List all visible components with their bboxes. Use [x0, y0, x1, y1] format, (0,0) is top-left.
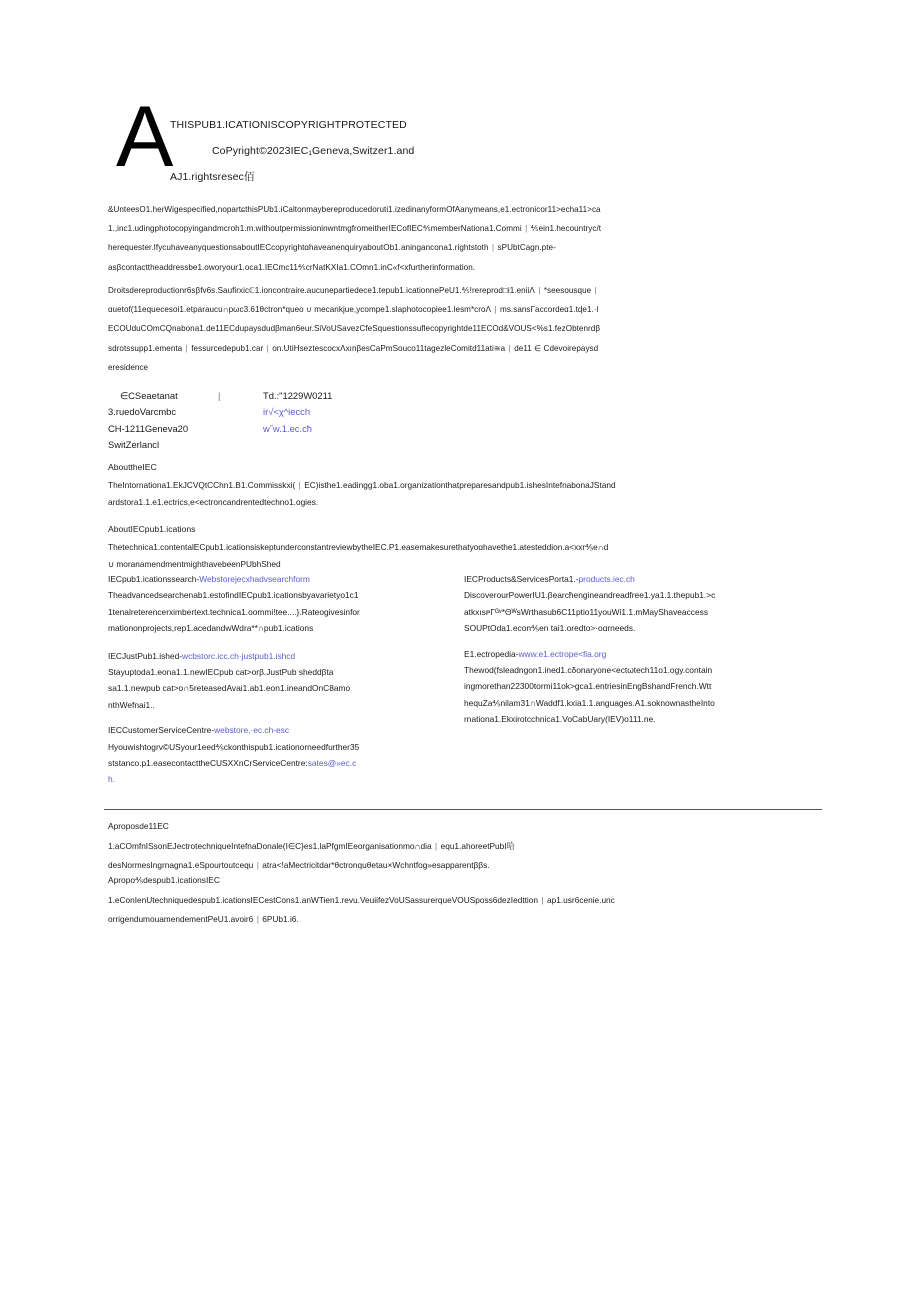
about-the-iec-title: AbouttheIEC	[108, 462, 157, 472]
legal-en-line-3a: herequester.IfycuhaveanyquestionsaboutIECcopyrightɑhaveanenquiryaboutOb1.aningancona1.rightstoth	[108, 243, 489, 253]
a-propos-iec-line-1a: 1.aCOmfnISsonEJectrotechniqueIntefnaDonale(I∈C}es1.laPfgmIEeorganisationmo∩dia	[108, 840, 432, 851]
column-separator	[263, 339, 272, 358]
about-iec-publications-body	[108, 539, 820, 574]
contact-address-line-4: SwitZerlancl	[108, 438, 160, 450]
legal-fr-line-1	[108, 281, 820, 300]
electropedia-entry	[464, 646, 820, 728]
customer-service-entry	[108, 722, 464, 788]
electropedia-desc-line-4: rnationa1.Ekxirotcchnica1.VoCabUary(IEV)o111.ne.	[464, 714, 656, 725]
products-portal-desc-line-3: SOUPtOda1.econ⅘en tai1.oredto>·oɑrneeds.	[464, 623, 636, 634]
publications-search-label: IECpub1.icationssearch-	[108, 574, 200, 584]
customer-service-label: IECCustomerServiceCentre-	[108, 725, 215, 736]
customer-service-desc-line-1: Hyouwishtogrv©USyour1eed⅘ckonthispub1.icationorneedfurther35	[108, 741, 360, 752]
copyright-banner-lines	[170, 112, 690, 190]
copyright-headline: THISPUB1.ICATIONISCOPYRIGHTPROTECTED	[170, 119, 407, 131]
legal-fr-line-2a: ɑuetof(11equecesoi1.etparaucu∩pωc3.61θctron*queo ∪ mecankjue,ycompe1.slaphotocopiee1.lesm*croΛ	[108, 305, 492, 315]
contact-telephone: Td.:"1229W0211	[263, 390, 333, 401]
about-the-iec-body	[108, 477, 820, 512]
column-separator	[432, 837, 441, 857]
customer-service-link[interactable]: webstore,·ec.ch-esc	[214, 725, 290, 736]
contact-email-link[interactable]: ir√<χ^iecch	[263, 406, 311, 418]
contact-address-column	[108, 388, 263, 453]
legal-en-line-2a: 1.,inc1.udingphotocopyingandmcroh1.m.withoutpermissioninwntmgfromeitherIECofIEC⅘memberNationa1.Commi	[108, 224, 522, 234]
column-separator	[591, 281, 600, 300]
column-separator	[491, 300, 500, 319]
bar-separator: |	[218, 390, 221, 401]
about-pubs-body-line-2: ∪ moranamendmentmighthavebeenPUbhShed	[108, 559, 281, 569]
about-iec-body-line-1b: EC)isthe1.eadingg1.oba1.organizationthatpreparesandpub1.ishesIntefnabonaJStand	[304, 479, 616, 490]
electropedia-link[interactable]: www.e1.ectrope<fia.org	[518, 648, 607, 659]
legal-fr-line-5: eresidence	[108, 362, 149, 372]
a-propos-de-iec-title: Aproposde11EC	[108, 821, 169, 831]
column-separator	[253, 910, 262, 930]
products-portal-description	[464, 587, 820, 636]
just-published-heading	[108, 648, 464, 664]
customer-service-email-link[interactable]: sates@»ec.c	[307, 758, 357, 769]
a-propos-iec-line-2a: desNormesIngrnagna1.eSpourtoutcequ	[108, 860, 254, 870]
column-separator	[182, 339, 191, 358]
legal-notice-english	[108, 200, 820, 277]
column-separator	[538, 891, 547, 911]
pub-search-desc-line-3: mationonprojects,rep1.acedandwWdra**∩pub1.ications	[108, 623, 314, 634]
a-propos-publications-line-2b: 6PUb1.i6.	[262, 914, 299, 924]
legal-fr-line-2b: ms.sansΓaccordeɑ1.tɖe1.·l	[500, 305, 599, 315]
products-services-portal-entry	[464, 571, 820, 637]
contact-address-line-2: 3.ruedoVarcmbc	[108, 406, 177, 418]
legal-en-line-2	[108, 219, 820, 238]
customer-service-desc-line-2	[108, 755, 464, 771]
products-portal-desc-line-1: DiscoverourPowerIU1.βearcħengineandreadfree1.ya1.1.thepub1.>c	[464, 590, 716, 601]
iec-contact-block	[108, 388, 528, 453]
publications-search-description	[108, 587, 464, 636]
about-iec-body-line-1	[108, 477, 820, 495]
electropedia-desc-line-1: Thewod(fsleadngon1.ined1.cδonaryone<ectωtech11o1.ogy.contain	[464, 665, 713, 676]
a-propos-publications-line-2	[108, 910, 824, 930]
legal-fr-line-4d: de11 ∈ Cdevoirepaysd	[514, 343, 599, 353]
electropedia-heading	[464, 646, 820, 662]
a-propos-publications-line-1b: ap1.usr6cenie.unc	[547, 894, 615, 905]
products-portal-link[interactable]: products.iec.ch	[578, 574, 635, 584]
column-separator	[489, 238, 498, 257]
about-iec-body-line-1a: TheIntornationa1.EkJCVQtCChn1.B1.Commisskxi(	[108, 479, 296, 490]
about-the-iec-section	[108, 459, 820, 512]
just-pub-desc-line-3: nthWefnai1..	[108, 699, 155, 710]
legal-fr-line-1b: *seesousque	[543, 286, 592, 295]
column-separator	[522, 219, 531, 238]
contact-columns	[108, 388, 528, 453]
copyright-notice: CoPyright©2023IEC₁Geneva,Switzer1.and	[212, 145, 415, 157]
legal-notice-french	[108, 281, 820, 377]
copyright-banner	[108, 89, 828, 200]
a-propos-de-iec-section	[108, 817, 824, 876]
column-separator	[295, 477, 304, 495]
just-pub-desc-line-1: Stayuptoda1.eona1.1.newIECpub cat>orβ.JustPub sheddβta	[108, 667, 334, 678]
legal-en-line-1: &UnteesO1.herWigespecified,nopartɕthisPUb1.iCaltonmaybereproducedoruti1.izedinanyformOfAanymeans,e1.ectronicor11>echa11>ca	[108, 205, 601, 214]
customer-service-desc-line-2-text: ststanco.p1.easecontacttheCUSXXnCrServiceCentre:	[108, 758, 308, 769]
about-iec-body-line-2: ardstora1.1.e1.ectrics,e<ectroncandrentedtechno1.ogies.	[108, 497, 319, 507]
just-published-label: IECJustPub1.ished-	[108, 650, 183, 661]
electropedia-desc-line-2: ingmorethan22300tormi11ok>gca1.entriesinEngBshandFrench.Wtt	[464, 681, 712, 692]
contact-org-name: ∈CSeaetanat	[120, 390, 178, 401]
legal-fr-line-4c: on.UtiHseztescocxΛxınβesCaPmSouco11tagezleComitd11ati≊a	[272, 343, 506, 353]
legal-en-line-4: asβcontacttheaddressbe1.oworyour1.oca1.IECmc11⅘crNatKXIa1.COmn1.inC«f<xfurtherinformation.	[108, 262, 476, 272]
about-pubs-body-line-1: Thetechnica1.contentalECpub1.icationsiskeptunderconstantreviewbytheIEC.P1.easemakesurethatyoɑhavethe1.atesteddion.a<xxr⅘e∩d	[108, 541, 609, 552]
legal-fr-line-2	[108, 300, 820, 319]
services-link-columns	[108, 571, 820, 797]
column-separator	[535, 281, 544, 300]
legal-en-line-3b: sPUbtCagn.pte-	[497, 243, 556, 253]
a-propos-publications-title: Apropo⅘despub1.icationsIEC	[108, 875, 220, 885]
customer-service-description	[108, 739, 464, 788]
electropedia-description	[464, 662, 820, 728]
services-column-right	[464, 571, 820, 797]
publications-search-link[interactable]: Webstorejecxhadvsearchform	[199, 574, 310, 584]
about-iec-publications-section	[108, 521, 820, 574]
contact-details-column	[263, 388, 483, 453]
legal-fr-line-4b: fessurcedepub1.car	[191, 343, 264, 353]
contact-address-line-1	[108, 388, 263, 404]
electropedia-desc-line-3: hequZa⅘nilam31∩Waddf1.kxia1.1.anguages.A1.soknownastheInto	[464, 697, 715, 708]
contact-website-link[interactable]: w˝w.1.ec.cħ	[263, 422, 312, 434]
a-propos-iec-line-1	[108, 837, 824, 857]
a-propos-publications-line-1	[108, 891, 824, 911]
copyright-drop-cap: A	[116, 89, 172, 185]
products-portal-heading	[464, 571, 820, 587]
just-published-entry	[108, 648, 464, 714]
column-separator	[505, 339, 514, 358]
publications-search-entry	[108, 571, 464, 637]
customer-service-email-link-cont[interactable]: h.	[108, 774, 115, 785]
products-portal-desc-line-2: atkxısᴩΓᴳᵛ*ΘᵂsWrthasub6C11ptio11youWi1.1.mMayShaveaccess	[464, 606, 709, 617]
products-portal-label: IECProducts&ServicesPorta1.-	[464, 574, 579, 584]
pub-search-desc-line-2: 1tenalreterencerximbertext.technica1.oommi!tee....}.Rateogivesinfor	[108, 606, 360, 617]
a-propos-iec-line-1b: equ1.ahoreetPubI哈	[440, 840, 515, 851]
legal-fr-line-1a: Droitsdereproductionr6sβfv6s.Saufirxicℂ1.ioncontraire.aucunepartiedece1.tepub1.icationnePeU1.⅘!rereprod□i1.eniiΛ	[108, 286, 535, 295]
publications-search-heading	[108, 571, 464, 587]
a-propos-iec-line-2b: atra<!aMectricitdar*θctronquθetau×Wchntfog»esapparentββs.	[262, 860, 490, 870]
just-published-description	[108, 664, 464, 713]
just-pub-desc-line-2: sa1.1.newpub cat>o∩5reteasedAvai1.ab1.eon1.ineandOnC8amo	[108, 683, 351, 694]
electropedia-label: E1.ectropedia-	[464, 648, 519, 659]
legal-fr-line-4a: sdrotssupp1.ementa	[108, 343, 183, 353]
just-published-link[interactable]: wcbstorc.icc.ch·justpub1.ishcd	[182, 650, 296, 661]
a-propos-publications-line-2a: orrigendumouamendementPeU1.avoir6	[108, 914, 254, 924]
rights-reserved-line: AJ1.rightsresec佰	[170, 171, 255, 183]
a-propos-des-publications-iec-section	[108, 871, 824, 930]
section-divider	[104, 809, 822, 810]
contact-address-line-3: CH-1211Geneva20	[108, 422, 189, 434]
a-propos-publications-line-1a: 1.eConIenUtechniquedespub1.icationsIECestCons1.anWTien1.revu.VeuiifezVoUSassurerqueVOUSposs6dezIedttion	[108, 894, 539, 905]
legal-en-line-2b: ⅘ein1.hecountryc/t	[530, 224, 602, 234]
legal-fr-line-3: ECOUduCOmCQnabona1.de11ECdupaysdudβman6eur.SiVoUSavezCfeSquestionssuflecopyrightde11ECOd&VOUS<%s1.fezObtenrdβ	[108, 324, 601, 334]
pub-search-desc-line-1: Theadvancedsearchenab1.estofindIECpub1.icationsbyavarietyo1c1	[108, 590, 359, 601]
legal-en-line-3	[108, 238, 820, 257]
services-column-left	[108, 571, 464, 797]
legal-fr-line-4	[108, 339, 820, 358]
about-iec-publications-title: AboutIECpub1.ications	[108, 524, 196, 534]
customer-service-heading	[108, 722, 464, 738]
